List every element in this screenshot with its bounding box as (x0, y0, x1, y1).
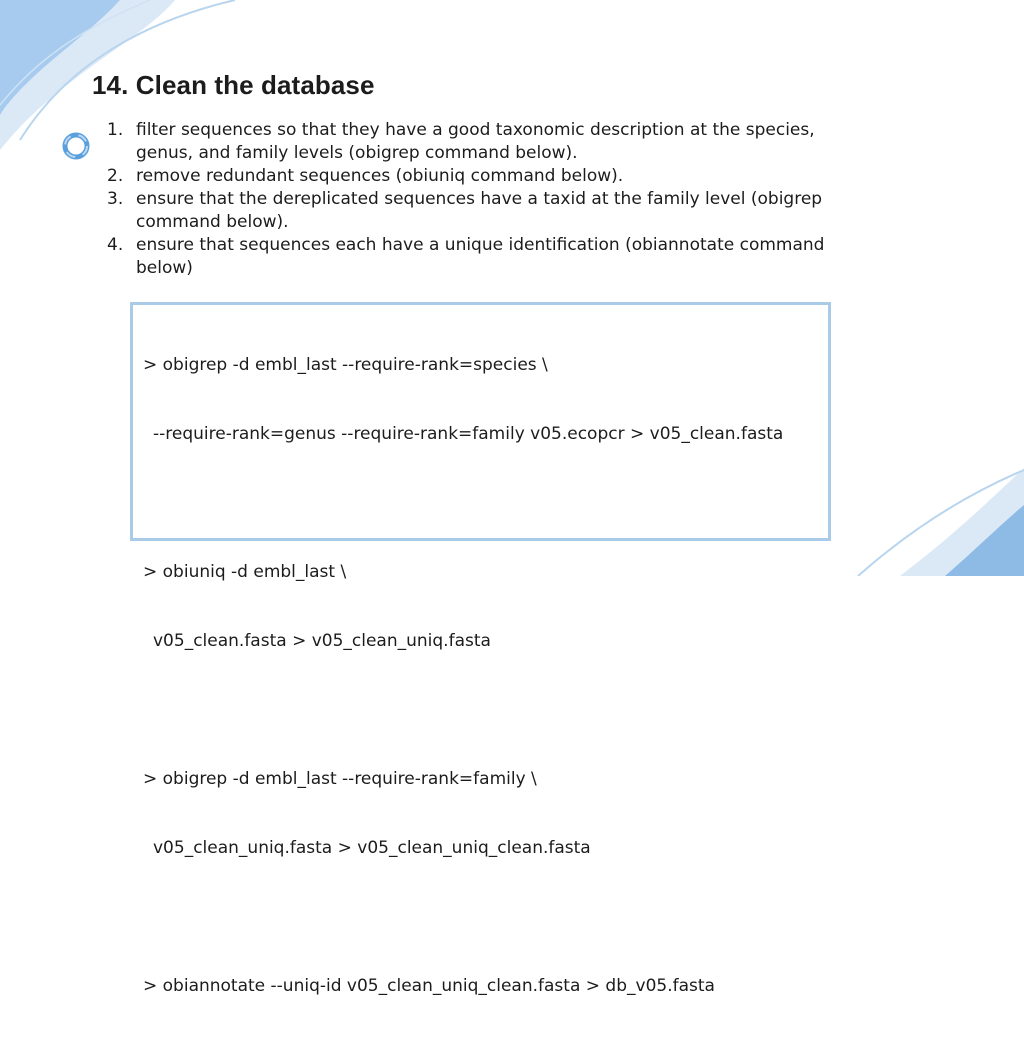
steps-list (107, 119, 877, 280)
command-code-box (130, 302, 831, 996)
step-number: 3. (107, 189, 124, 209)
list-item (107, 165, 877, 188)
code-blank-line (143, 492, 822, 515)
code-line: > obiannotate --uniq-id v05_clean_uniq_clean.fasta > db_v05.fasta (143, 976, 715, 996)
list-item (107, 234, 877, 280)
code-blank-line (143, 906, 822, 929)
step-text: ensure that sequences each have a unique identification (obiannotate command below) (136, 235, 825, 278)
list-item (107, 119, 877, 165)
step-number: 1. (107, 120, 124, 140)
step-text: remove redundant sequences (obiuniq command below). (136, 166, 624, 186)
step-text: ensure that the dereplicated sequences have a taxid at the family level (obigrep command below). (136, 189, 823, 232)
code-line: > obigrep -d embl_last --require-rank=family \ (143, 769, 537, 789)
code-line: v05_clean_uniq.fasta > v05_clean_uniq_clean.fasta (153, 838, 591, 858)
code-line: --require-rank=genus --require-rank=family v05.ecopcr > v05_clean.fasta (153, 424, 784, 444)
command-code (143, 308, 822, 1044)
code-blank-line (143, 699, 822, 722)
step-text: filter sequences so that they have a good taxonomic description at the species, genus, and family levels (obigrep command below). (136, 120, 815, 163)
step-number: 4. (107, 235, 124, 255)
code-line: v05_clean.fasta > v05_clean_uniq.fasta (153, 631, 491, 651)
step-number: 2. (107, 166, 124, 186)
code-line: > obiuniq -d embl_last \ (143, 562, 347, 582)
list-item (107, 188, 877, 234)
slide-title: 14. Clean the database (92, 70, 375, 100)
code-line: > obigrep -d embl_last --require-rank=species \ (143, 355, 548, 375)
